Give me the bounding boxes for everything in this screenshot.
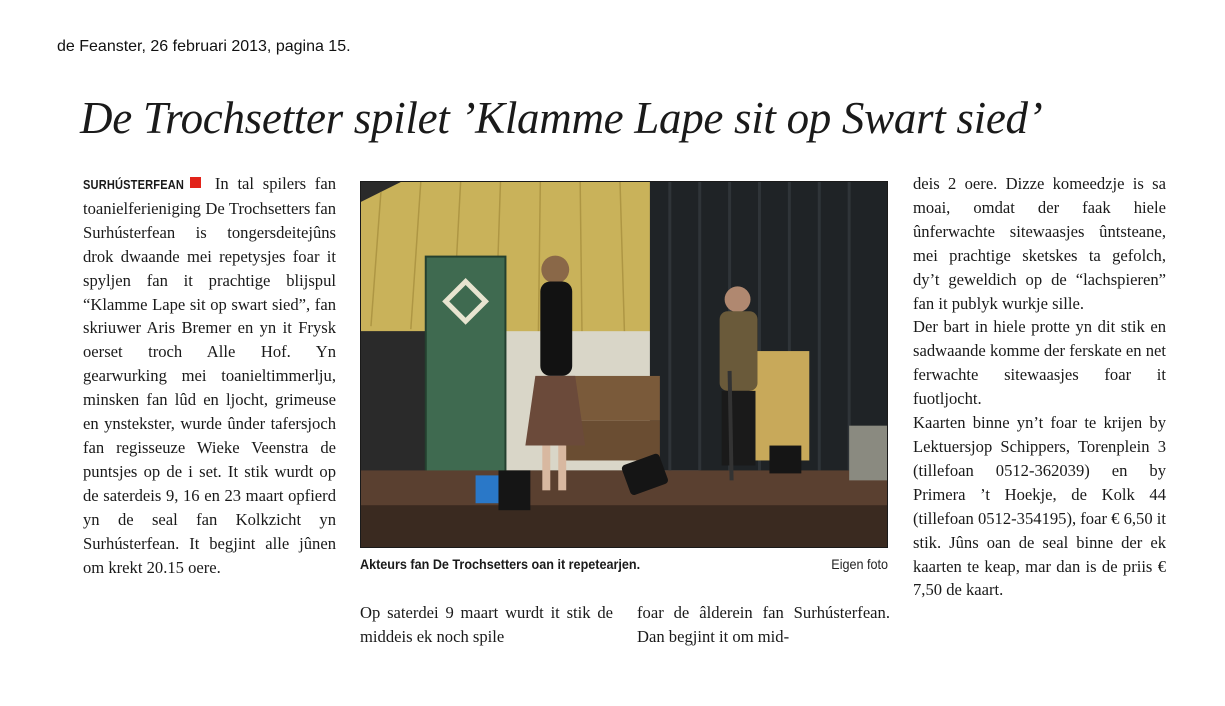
article-column-4 (913, 172, 1166, 602)
caption-text: Akteurs fan De Trochsetters oan it repetearjen. (360, 556, 641, 572)
red-square-marker (190, 177, 201, 188)
article-column-1 (83, 172, 336, 579)
article-text-col1: In tal spilers fan toanielferieniging De Trochsetters fan Surhústerfean is tongersdeitejûns drok dwaande mei repetysjes foar it spyljen fan it prachtige blijspul “Klamme Lape sit op swart sied”, fan skriuwer Aris Bremer en yn it Frysk oerset troch Alle Hof. Yn gearwurking mei toanieltimmerlju, minsken fan lûd en ljocht, grimeuse en ynstekster, wurde ûnder tafersjoch fan regisseuze Wieke Veenstra de puntsjes op de i set. It stik wurdt op de saterdeis 9, 16 en 23 maart opfierd yn de seal fan Kolkzicht yn Surhústerfean. It begjint alle jûnen om krekt 20.15 oere. (83, 174, 336, 577)
article-text-col4-p2: Der bart in hiele protte yn dit stik en sadwaande komme der ferskate en net ferwachte sitewaasjes foar it fuotljocht. (913, 317, 1166, 409)
article-text-col2: Op saterdei 9 maart wurdt it stik de middeis ek noch spile (360, 603, 613, 646)
article-photo (360, 181, 888, 548)
article-text-col3: foar de âlderein fan Surhústerfean. Dan begjint it om mid- (637, 603, 890, 646)
stage-photo-illustration (361, 182, 887, 547)
headline: De Trochsetter spilet ’Klamme Lape sit op Swart sied’ (80, 93, 1043, 143)
article-text-col4-p1: deis 2 oere. Dizze komeedzje is sa moai, omdat der faak hiele ûnferwachte sitewaasjes ûntsteane, mei prachtige sketskes ta gefolch, dy’t geweldich op de “lachspieren” fan it publyk wurkje sille. (913, 174, 1166, 313)
photo-credit: Eigen foto (831, 556, 888, 572)
dateline: SURHÚSTERFEAN (83, 177, 185, 192)
article-text-col4-p3: Kaarten binne yn’t foar te krijen by Lektuersjop Schippers, Torenplein 3 (tillefoan 0512-362039) en by Primera ’t Hoekje, de Kolk 44 (tillefoan 0512-354195), foar € 6,50 it stik. Jûns oan de seal binne der ek kaarten te keap, mar dan is de priis € 7,50 de kaart. (913, 413, 1166, 600)
photo-caption (360, 556, 888, 572)
article-column-3 (637, 601, 890, 649)
article-column-2 (360, 601, 613, 649)
source-line: de Feanster, 26 februari 2013, pagina 15. (57, 38, 351, 55)
